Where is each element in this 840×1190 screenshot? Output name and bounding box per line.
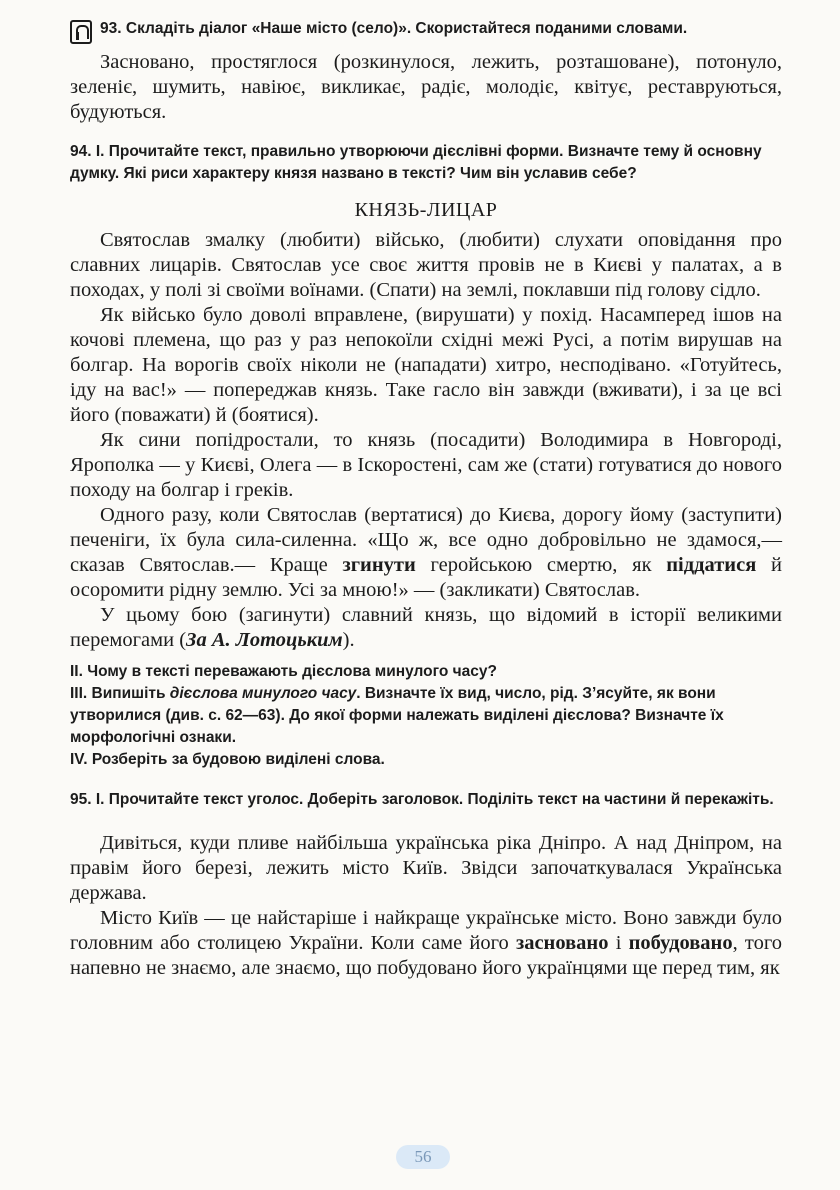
highlighted-verb: згинути — [342, 554, 416, 576]
task-93-words: Засновано, простяглося (розкинулося, лежить, розташоване), потонуло, зеленіє, шумить, навіює, викликає, радіє, молодіє, квітує, реставруються, будуються. — [70, 51, 782, 123]
question-2: ІІ. Чому в тексті переважають дієслова минулого часу? — [70, 663, 498, 680]
text-segment: Одного разу, коли Святослав (вертатися) до Києва, дорогу йому (заступити) печеніги, їх була сила-силенна. «Що ж, все одно добровільно не здамося,— сказав Святослав.— Краще — [70, 504, 782, 576]
question-3 — [70, 683, 782, 749]
task-number: 93. — [100, 20, 122, 37]
text-segment: У цьому бою (загинути) славний князь, що відомий в історії великими перемогами ( — [70, 604, 782, 651]
paragraph: Святослав змалку (любити) військо, (любити) слухати оповідання про славних лицарів. Святослав усе своє життя провів не в Києві у палатах, а в походах, у полі зі своїми воїнами. (Спати) на землі, поклавши під голову сідло. — [70, 229, 782, 301]
task-95-heading — [70, 789, 782, 811]
questions — [70, 661, 782, 771]
italic-term: дієслова минулого часу — [169, 685, 357, 702]
text-segment: ІІІ. Випишіть — [70, 685, 170, 702]
paragraph: Як сини попідростали, то князь (посадити) Володимира в Новгороді, Ярополка — у Києві, Олега — в Іскоростені, сам же (стати) готуватися до нового походу на болгар і греків. — [70, 429, 782, 501]
text-segment: геройською смертю, як — [415, 554, 667, 576]
text-title: КНЯЗЬ-ЛИЦАР — [354, 199, 498, 221]
task-instruction: Складіть діалог «Наше місто (село)». Скористайтеся поданими словами. — [125, 20, 688, 37]
highlighted-verb: побудовано — [628, 932, 733, 954]
task-instruction: І. Прочитайте текст, правильно утворюючи дієслівні форми. Визначте тему й основну думку. Які риси характеру князя названо в тексті? Чим він уславив себе? — [70, 143, 762, 182]
task-number: 95. — [70, 791, 92, 808]
page-number: 56 — [396, 1145, 450, 1169]
text-segment: і — [608, 932, 629, 954]
paragraph — [70, 603, 782, 653]
text-segment: ). — [342, 629, 355, 651]
author-citation: За А. Лотоцьким — [186, 629, 343, 651]
text-segment: Місто Київ — це найстаріше і найкраще українське місто. Воно завжди було головним або столицею України. Коли саме його — [70, 907, 782, 954]
dialogue-task-icon — [70, 20, 92, 44]
paragraph: Дивіться, куди пливе найбільша українська ріка Дніпро. А над Дніпром, на правім його березі, лежить місто Київ. Звідси започаткувалася Українська держава. — [70, 832, 782, 904]
question-4: ІV. Розберіть за будовою виділені слова. — [70, 751, 385, 768]
text-segment: , того напевно не знаємо, але знаємо, що побудовано його українцями ще перед тим, як — [70, 932, 782, 979]
textbook-page — [70, 18, 782, 981]
task-number: 94. — [70, 143, 92, 160]
paragraph — [70, 906, 782, 981]
task-instruction: І. Прочитайте текст уголос. Доберіть заголовок. Поділіть текст на частини й перекажіть. — [95, 791, 774, 808]
task-93-heading — [70, 18, 782, 40]
text-segment: й осоромити рідну землю. Усі за мною!» — (закликати) Святослав. — [70, 554, 782, 601]
paragraph: Як військо було доволі вправлене, (вирушати) у похід. Насамперед ішов на кочові племена, що раз у раз непокоїли східні межі Русі, а потім вирушав на болгар. На ворогів своїх ніколи не (нападати) хитро, несподівано. «Готуйтесь, іду на вас!» — попереджав князь. Таке гасло він завжди (вживати), і за це всі його (поважати) й (боятися). — [70, 304, 782, 426]
highlighted-verb: засновано — [515, 932, 609, 954]
highlighted-verb: піддатися — [666, 554, 757, 576]
text-segment: . Визначте їх вид, число, рід. З’ясуйте, як вони утворилися (див. с. 62—63). До якої форми належать виділені дієслова? Визначте їх морфологічні ознаки. — [70, 685, 724, 746]
paragraph — [70, 503, 782, 603]
task-94-heading — [70, 141, 782, 185]
